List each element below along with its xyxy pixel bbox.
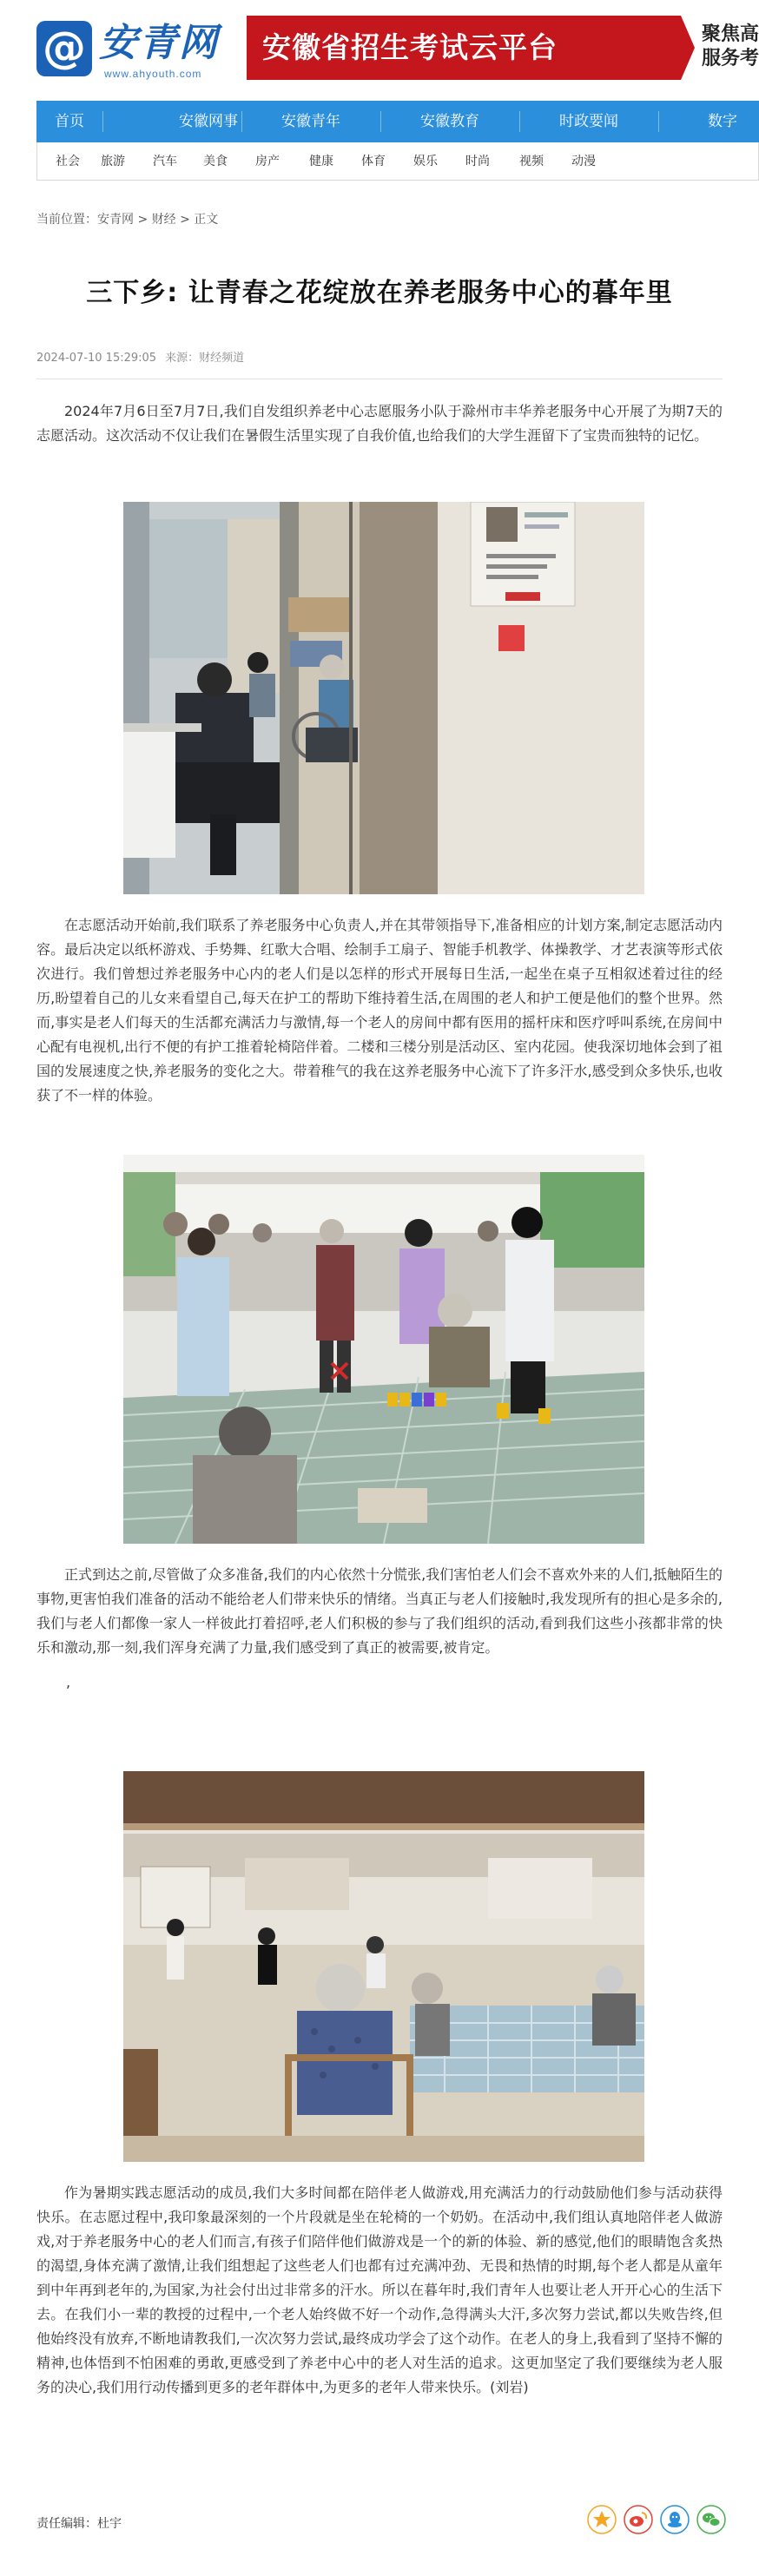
nav-item-home[interactable]: 首页 <box>55 113 84 130</box>
breadcrumb-current: 正文 <box>194 213 219 227</box>
subnav-item-travel[interactable]: 旅游 <box>101 155 125 168</box>
breadcrumb-section-link[interactable]: 财经 <box>151 213 176 227</box>
breadcrumb <box>36 210 218 227</box>
share-weibo-button[interactable] <box>624 2505 653 2534</box>
article-source: 财经频道 <box>199 352 245 365</box>
qq-icon <box>660 2505 690 2534</box>
article-meta <box>36 348 244 365</box>
article-title: 三下乡: 让青春之花绽放在养老服务中心的暮年里 <box>86 278 673 308</box>
qzone-icon <box>587 2505 617 2534</box>
subnav-item-food[interactable]: 美食 <box>203 155 228 168</box>
subnav-item-auto[interactable]: 汽车 <box>153 155 177 168</box>
subnav-item-health[interactable]: 健康 <box>309 155 333 168</box>
share-wechat-button[interactable] <box>696 2505 726 2534</box>
banner-title: 安徽省招生考试云平台 <box>247 16 681 80</box>
photo-3-activity-hall <box>123 1771 644 2162</box>
banner-side-line-1: 聚焦高 <box>702 23 759 45</box>
nav-item-digital[interactable]: 数字 <box>708 113 737 130</box>
banner-arrow-icon <box>681 16 695 80</box>
site-header <box>0 0 759 96</box>
nav-item-politics[interactable]: 时政要闻 <box>559 113 618 130</box>
article-photo-3 <box>123 1771 644 2162</box>
editor-name: 杜宇 <box>97 2517 122 2531</box>
nav-separator <box>102 111 103 132</box>
article-photo-2 <box>123 1155 644 1544</box>
subnav-item-sports[interactable]: 体育 <box>361 155 386 168</box>
article-paragraph-2: 在志愿活动开始前,我们联系了养老服务中心负责人,并在其带领指导下,准备相应的计划方案,制定志愿活动内容。最后决定以纸杯游戏、手势舞、红歌大合唱、绘制手工扇子、智能手机教学、体操教学、才艺表演等形式依次进行。我们曾想过养老服务中心内的老人们是以怎样的形式开展每日生活,一起坐在桌子互相叙述着过往的经历,盼望着自己的儿女来看望自己,每天在护工的帮助下维持着生活,在周围的老人和护工便是他们的整个世界。然而,事实是老人们每天的生活都充满活力与激情,每一个老人的房间中都有医用的摇杆床和医疗呼叫系统,在房间中心配有电视机,出行不便的有护工推着轮椅陪伴着。二楼和三楼分别是活动区、室内花园。使我深切地体会到了祖国的发展速度之快,养老服务的变化之大。带着稚气的我在这养老服务中心流下了许多汗水,感受到众多快乐,也收获了不一样的体验。 <box>36 917 723 1104</box>
subnav-item-video[interactable]: 视频 <box>519 155 544 168</box>
main-nav <box>36 101 759 142</box>
logo-at-icon: @ <box>36 21 92 76</box>
banner-side-line-2: 服务考 <box>702 48 759 69</box>
article-photo-1 <box>123 502 644 894</box>
responsible-editor <box>36 2514 122 2532</box>
breadcrumb-label: 当前位置： <box>36 213 97 227</box>
logo-url: www.ahyouth.com <box>104 68 202 80</box>
banner-side-text <box>702 23 759 71</box>
nav-separator <box>658 111 659 132</box>
breadcrumb-separator: > <box>180 213 190 227</box>
subnav-item-fashion[interactable]: 时尚 <box>465 155 490 168</box>
subnav-item-society[interactable]: 社会 <box>56 155 80 168</box>
subnav-item-anime[interactable]: 动漫 <box>571 155 596 168</box>
photo-1-volunteers-with-elderly <box>123 502 644 894</box>
breadcrumb-home-link[interactable]: 安青网 <box>97 213 134 227</box>
photo-2-cup-game <box>123 1155 644 1544</box>
nav-item-anhui-news[interactable]: 安徽网事 <box>179 113 238 130</box>
article-paragraph-4: 作为暑期实践志愿活动的成员,我们大多时间都在陪伴老人做游戏,用充满活力的行动鼓励他们参与活动获得快乐。在志愿过程中,我印象最深刻的一个片段就是坐在轮椅的一个奶奶。在活动中,我们组认真地陪伴老人做游戏,对于养老服务中心的老人们而言,有孩子们陪伴他们做游戏是一个的新的体验、新的感觉,他们的眼睛饱含炙热的渴望,身体充满了激情,让我们组想起了这些老人们也都有过充满冲劲、无畏和热情的时期,每个老人都是从童年到中年再到老年的,为国家,为社会付出过非常多的汗水。所以在暮年时,我们青年人也要让老人开开心心的生活下去。在我们小一辈的教授的过程中,一个老人始终做不好一个动作,急得满头大汗,多次努力尝试,都以失败告终,但他始终没有放弃,不断地请教我们,一次次努力尝试,最终成功学会了这个动作。在老人的身上,我看到了坚持不懈的精神,也体悟到不怕困难的勇敢,更感受到了养老中心中的老人对生活的追求。这更加坚定了我们要继续为老人服务的决心,我们用行动传播到更多的老年群体中,为更多的老年人带来快乐。(刘岩) <box>36 2184 723 2395</box>
breadcrumb-separator: > <box>137 213 148 227</box>
nav-item-anhui-youth[interactable]: 安徽青年 <box>281 113 340 130</box>
share-qzone-button[interactable] <box>587 2505 617 2534</box>
subnav-item-housing[interactable]: 房产 <box>255 155 280 168</box>
wechat-icon <box>696 2505 726 2534</box>
article-paragraph-1: 2024年7月6日至7月7日,我们自发组织养老中心志愿服务小队于滁州市丰华养老服务中心开展了为期7天的志愿活动。这次活动不仅让我们在暑假生活里实现了自我价值,也给我们的大学生涯留下了宝贵而独特的记忆。 <box>36 403 723 444</box>
nav-item-anhui-education[interactable]: 安徽教育 <box>420 113 479 130</box>
header-banner-ad[interactable] <box>247 16 759 80</box>
subnav-item-entertainment[interactable]: 娱乐 <box>413 155 438 168</box>
sub-nav <box>36 142 759 181</box>
article-source-label: 来源： <box>165 352 200 365</box>
editor-label: 责任编辑： <box>36 2517 97 2531</box>
article-date: 2024-07-10 15:29:05 <box>36 352 157 365</box>
share-qq-button[interactable] <box>660 2505 690 2534</box>
logo-text: 安青网 <box>99 21 219 65</box>
stray-punctuation: , <box>66 1674 71 1690</box>
article-paragraph-3: 正式到达之前,尽管做了众多准备,我们的内心依然十分慌张,我们害怕老人们会不喜欢外来的人们,抵触陌生的事物,更害怕我们准备的活动不能给老人们带来快乐的情绪。当真正与老人们接触时,我发现所有的担心是多余的,我们与老人们都像一家人一样彼此打着招呼,老人们积极的参与了我们组织的活动,看到我们这些小孩都非常的快乐和激动,那一刻,我们浑身充满了力量,我们感受到了真正的被需要,被肯定。 <box>36 1566 723 1656</box>
site-logo[interactable] <box>36 19 228 80</box>
weibo-icon <box>624 2505 653 2534</box>
